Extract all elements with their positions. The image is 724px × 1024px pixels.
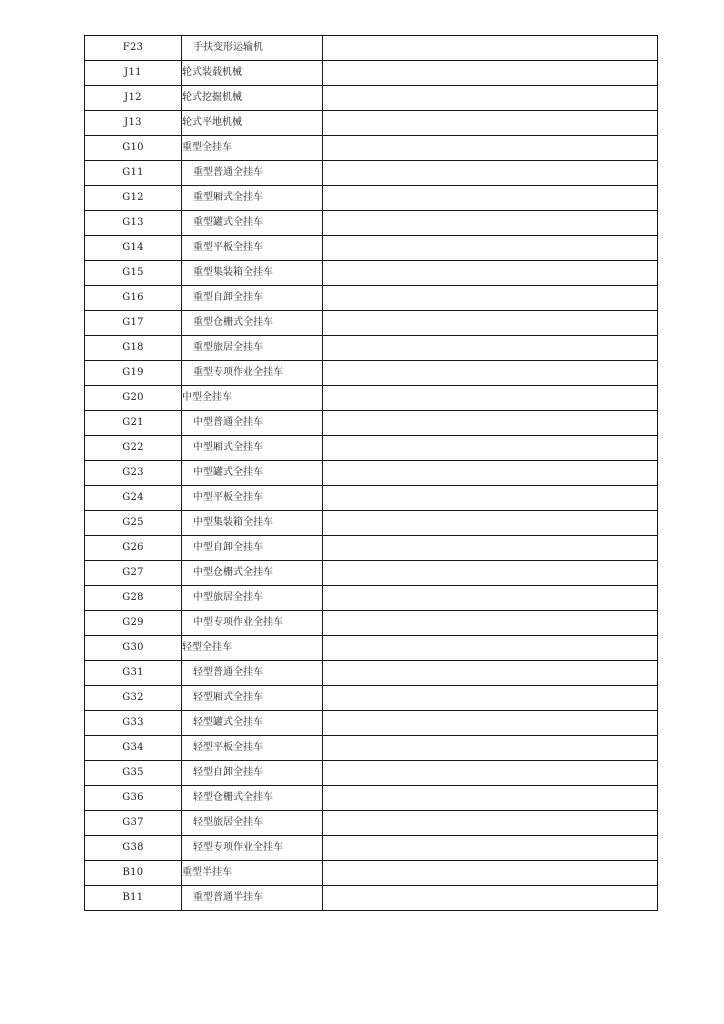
vehicle-code-cell: G26 [85, 536, 182, 561]
table-row [85, 586, 658, 611]
vehicle-code-cell: G20 [85, 386, 182, 411]
vehicle-subtype-name-cell: 重型仓栅式全挂车 [182, 311, 323, 336]
empty-remark-cell [323, 261, 658, 286]
vehicle-code-cell: G24 [85, 486, 182, 511]
vehicle-subtype-name-cell: 轻型自卸全挂车 [182, 761, 323, 786]
vehicle-code-cell: F23 [85, 36, 182, 61]
empty-remark-cell [323, 86, 658, 111]
vehicle-code-cell: G16 [85, 286, 182, 311]
vehicle-subtype-name-cell: 轻型普通全挂车 [182, 661, 323, 686]
vehicle-subtype-name-cell: 轻型仓栅式全挂车 [182, 786, 323, 811]
vehicle-code-cell: G29 [85, 611, 182, 636]
vehicle-code-cell: G21 [85, 411, 182, 436]
empty-remark-cell [323, 786, 658, 811]
vehicle-subtype-name-cell: 轻型厢式全挂车 [182, 686, 323, 711]
table-row [85, 836, 658, 861]
vehicle-code-cell: G18 [85, 336, 182, 361]
empty-remark-cell [323, 511, 658, 536]
table-row [85, 786, 658, 811]
table-row [85, 211, 658, 236]
vehicle-category-name-cell: 轮式平地机械 [182, 111, 323, 136]
vehicle-code-table [84, 35, 658, 911]
vehicle-code-cell: G19 [85, 361, 182, 386]
table-row [85, 461, 658, 486]
vehicle-subtype-name-cell: 中型普通全挂车 [182, 411, 323, 436]
table-row [85, 336, 658, 361]
vehicle-code-cell: G15 [85, 261, 182, 286]
vehicle-code-cell: G32 [85, 686, 182, 711]
table-row [85, 886, 658, 911]
table-row [85, 411, 658, 436]
table-row [85, 811, 658, 836]
table-row [85, 286, 658, 311]
vehicle-subtype-name-cell: 轻型罐式全挂车 [182, 711, 323, 736]
table-row [85, 186, 658, 211]
empty-remark-cell [323, 486, 658, 511]
empty-remark-cell [323, 711, 658, 736]
table-row [85, 261, 658, 286]
table-row [85, 436, 658, 461]
table-row [85, 86, 658, 111]
table-row [85, 611, 658, 636]
vehicle-subtype-name-cell: 中型厢式全挂车 [182, 436, 323, 461]
table-row [85, 511, 658, 536]
empty-remark-cell [323, 311, 658, 336]
empty-remark-cell [323, 161, 658, 186]
empty-remark-cell [323, 236, 658, 261]
table-row [85, 661, 658, 686]
table-row [85, 36, 658, 61]
vehicle-category-name-cell: 重型全挂车 [182, 136, 323, 161]
table-body [85, 36, 658, 911]
vehicle-code-cell: G28 [85, 586, 182, 611]
empty-remark-cell [323, 111, 658, 136]
vehicle-subtype-name-cell: 重型自卸全挂车 [182, 286, 323, 311]
empty-remark-cell [323, 461, 658, 486]
vehicle-subtype-name-cell: 轻型旅居全挂车 [182, 811, 323, 836]
vehicle-subtype-name-cell: 重型专项作业全挂车 [182, 361, 323, 386]
empty-remark-cell [323, 636, 658, 661]
table-row [85, 861, 658, 886]
vehicle-code-cell: G12 [85, 186, 182, 211]
vehicle-code-cell: J11 [85, 61, 182, 86]
table-row [85, 361, 658, 386]
vehicle-subtype-name-cell: 中型罐式全挂车 [182, 461, 323, 486]
table-row [85, 711, 658, 736]
vehicle-code-cell: G25 [85, 511, 182, 536]
empty-remark-cell [323, 861, 658, 886]
table-row [85, 686, 658, 711]
vehicle-code-cell: G37 [85, 811, 182, 836]
empty-remark-cell [323, 586, 658, 611]
empty-remark-cell [323, 886, 658, 911]
vehicle-category-name-cell: 轻型全挂车 [182, 636, 323, 661]
empty-remark-cell [323, 411, 658, 436]
vehicle-category-name-cell: 轮式挖掘机械 [182, 86, 323, 111]
vehicle-category-name-cell: 轮式装载机械 [182, 61, 323, 86]
vehicle-code-cell: B11 [85, 886, 182, 911]
vehicle-subtype-name-cell: 中型自卸全挂车 [182, 536, 323, 561]
vehicle-category-name-cell: 重型半挂车 [182, 861, 323, 886]
empty-remark-cell [323, 386, 658, 411]
table-row [85, 111, 658, 136]
vehicle-code-cell: G13 [85, 211, 182, 236]
table-row [85, 386, 658, 411]
empty-remark-cell [323, 186, 658, 211]
vehicle-code-cell: J13 [85, 111, 182, 136]
vehicle-subtype-name-cell: 中型专项作业全挂车 [182, 611, 323, 636]
vehicle-subtype-name-cell: 重型罐式全挂车 [182, 211, 323, 236]
table-row [85, 311, 658, 336]
vehicle-subtype-name-cell: 重型平板全挂车 [182, 236, 323, 261]
table-row [85, 236, 658, 261]
vehicle-subtype-name-cell: 轻型平板全挂车 [182, 736, 323, 761]
empty-remark-cell [323, 561, 658, 586]
vehicle-subtype-name-cell: 重型普通全挂车 [182, 161, 323, 186]
vehicle-subtype-name-cell: 轻型专项作业全挂车 [182, 836, 323, 861]
vehicle-subtype-name-cell: 中型旅居全挂车 [182, 586, 323, 611]
vehicle-code-cell: G34 [85, 736, 182, 761]
table-row [85, 636, 658, 661]
vehicle-subtype-name-cell: 中型平板全挂车 [182, 486, 323, 511]
empty-remark-cell [323, 61, 658, 86]
vehicle-code-cell: J12 [85, 86, 182, 111]
vehicle-code-cell: G35 [85, 761, 182, 786]
table-row [85, 561, 658, 586]
table-row [85, 136, 658, 161]
table-row [85, 486, 658, 511]
empty-remark-cell [323, 836, 658, 861]
empty-remark-cell [323, 36, 658, 61]
vehicle-code-cell: G36 [85, 786, 182, 811]
empty-remark-cell [323, 761, 658, 786]
vehicle-subtype-name-cell: 重型普通半挂车 [182, 886, 323, 911]
vehicle-code-cell: G10 [85, 136, 182, 161]
vehicle-code-cell: G33 [85, 711, 182, 736]
vehicle-category-name-cell: 中型全挂车 [182, 386, 323, 411]
empty-remark-cell [323, 536, 658, 561]
table-row [85, 161, 658, 186]
vehicle-code-cell: G31 [85, 661, 182, 686]
vehicle-subtype-name-cell: 重型旅居全挂车 [182, 336, 323, 361]
vehicle-code-cell: G30 [85, 636, 182, 661]
empty-remark-cell [323, 611, 658, 636]
empty-remark-cell [323, 686, 658, 711]
empty-remark-cell [323, 336, 658, 361]
vehicle-code-cell: G23 [85, 461, 182, 486]
vehicle-subtype-name-cell: 重型厢式全挂车 [182, 186, 323, 211]
empty-remark-cell [323, 286, 658, 311]
vehicle-code-cell: G11 [85, 161, 182, 186]
empty-remark-cell [323, 361, 658, 386]
empty-remark-cell [323, 736, 658, 761]
vehicle-code-cell: G14 [85, 236, 182, 261]
vehicle-subtype-name-cell: 重型集装箱全挂车 [182, 261, 323, 286]
vehicle-code-cell: G17 [85, 311, 182, 336]
empty-remark-cell [323, 211, 658, 236]
vehicle-subtype-name-cell: 中型仓栅式全挂车 [182, 561, 323, 586]
empty-remark-cell [323, 136, 658, 161]
empty-remark-cell [323, 811, 658, 836]
vehicle-code-cell: G38 [85, 836, 182, 861]
vehicle-code-cell: B10 [85, 861, 182, 886]
table-row [85, 736, 658, 761]
table-row [85, 61, 658, 86]
empty-remark-cell [323, 661, 658, 686]
vehicle-code-cell: G27 [85, 561, 182, 586]
vehicle-subtype-name-cell: 手扶变形运输机 [182, 36, 323, 61]
empty-remark-cell [323, 436, 658, 461]
vehicle-subtype-name-cell: 中型集装箱全挂车 [182, 511, 323, 536]
vehicle-code-cell: G22 [85, 436, 182, 461]
table-row [85, 536, 658, 561]
table-row [85, 761, 658, 786]
